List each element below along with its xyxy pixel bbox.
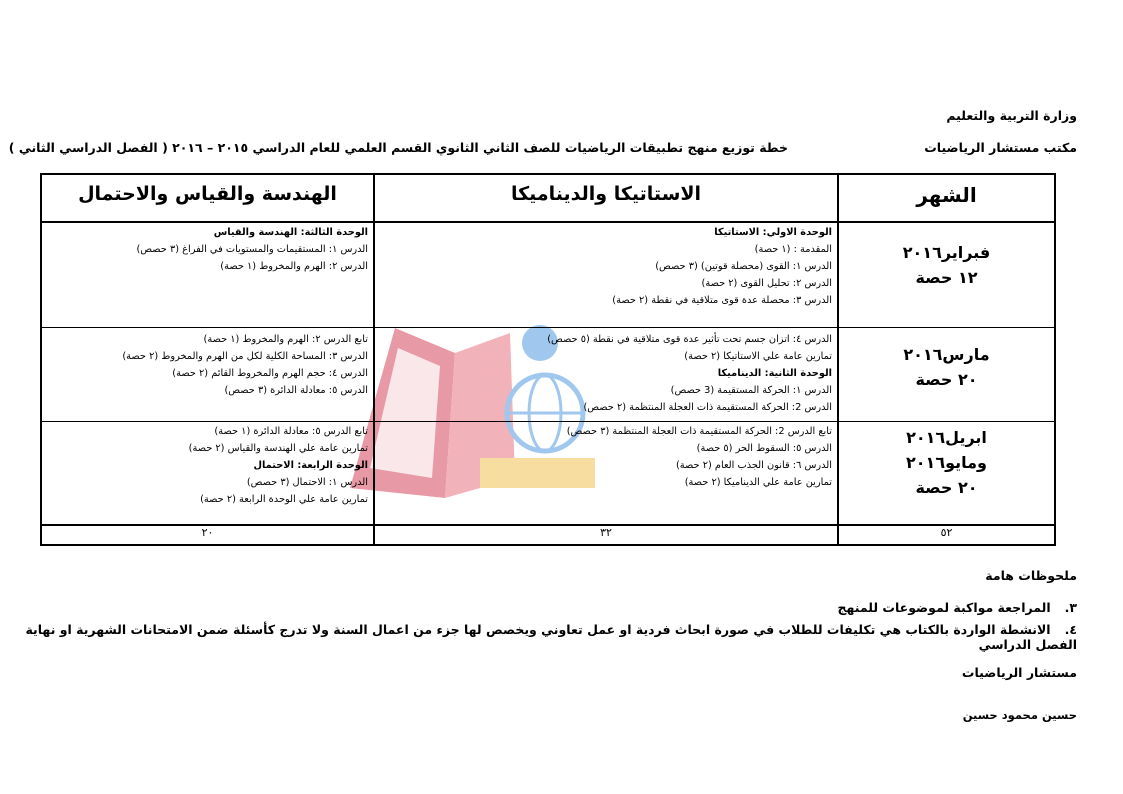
month-label: مارس٢٠١٦ bbox=[903, 345, 990, 364]
lesson-line: الدرس ٤: اتزان جسم تحت تأثير عدة قوى متلاقية في نقطة (٥ حصص) bbox=[547, 334, 832, 345]
month-cell bbox=[839, 425, 1054, 500]
plan-title: خطة توزيع منهج تطبيقات الرياضيات للصف الثاني الثانوي القسم العلمي للعام الدراسي ٢٠١٥ – ٢٠١٦ ( الفصل الدراسي الثاني ) bbox=[8, 140, 788, 155]
note-number: ٤. bbox=[1064, 622, 1077, 637]
note-text: المراجعة مواكبة لموضوعات للمنهج bbox=[837, 600, 1051, 615]
column-header-geometry: الهندسة والقياس والاحتمال bbox=[78, 183, 337, 205]
geometry-cell bbox=[47, 331, 368, 399]
statics-cell bbox=[380, 423, 832, 491]
adviser-title: مستشار الرياضيات bbox=[961, 665, 1077, 680]
month-cell bbox=[839, 240, 1054, 290]
total-statics: ٣٢ bbox=[600, 526, 612, 539]
month-label: ابريل٢٠١٦ bbox=[906, 428, 987, 447]
column-header-statics: الاستاتيكا والديناميكا bbox=[510, 183, 702, 205]
unit-title: الوحدة الثانية: الديناميكا bbox=[717, 368, 832, 379]
geometry-cell bbox=[47, 423, 368, 508]
table-border-left bbox=[40, 173, 42, 546]
lesson-line: الدرس 2: الحركة المستقيمة ذات العجلة المنتظمة (٢ حصص) bbox=[583, 402, 832, 413]
table-border-top bbox=[40, 173, 1056, 175]
notes-title: ملحوظات هامة bbox=[985, 568, 1077, 583]
lesson-line: الدرس ١: الحركة المستقيمة (3 حصص) bbox=[670, 385, 832, 396]
lesson-line: تمارين عامة علي الهندسة والقياس (٢ حصة) bbox=[188, 443, 368, 454]
lesson-line: الدرس ٥: معادلة الدائرة (٣ حصص) bbox=[224, 385, 368, 396]
total-month: ٥٢ bbox=[940, 526, 953, 539]
unit-title: الوحدة الرابعة: الاحتمال bbox=[253, 460, 368, 471]
month-sessions: ٢٠ حصة bbox=[915, 370, 978, 389]
table-divider bbox=[40, 221, 1056, 223]
lesson-line: الدرس ٣: محصلة عدة قوى متلاقية في نقطة (٢ حصة) bbox=[612, 295, 832, 306]
office-name: مكتب مستشار الرياضيات bbox=[924, 140, 1077, 155]
table-border-right bbox=[1054, 173, 1056, 546]
total-geometry: ٢٠ bbox=[201, 526, 214, 539]
lesson-line: الدرس ١: المستقيمات والمستويات في الفراغ (٣ حصص) bbox=[136, 244, 368, 255]
statics-cell bbox=[380, 331, 832, 416]
month-cell bbox=[839, 342, 1054, 392]
adviser-name: حسين محمود حسين bbox=[962, 708, 1077, 722]
note-text: الانشطة الواردة بالكتاب هي تكليفات للطلاب في صورة ابحاث فردية او عمل تعاوني ويخصص لها جزء من اعمال السنة ولا تدرج كأسئلة ضمن الامتحانات الشهرية او نهاية الفصل الدراسي bbox=[25, 622, 1077, 652]
lesson-line: تمارين عامة علي الاستاتيكا (٢ حصة) bbox=[684, 351, 832, 362]
lesson-line: الدرس ٥: السقوط الحر (٥ حصة) bbox=[696, 443, 832, 454]
lesson-line: تابع الدرس 2: الحركة المستقيمة ذات العجلة المنتظمة (٣ حصص) bbox=[566, 426, 832, 437]
column-header-month: الشهر bbox=[916, 183, 977, 207]
lesson-line: الدرس ٢: الهرم والمخروط (١ حصة) bbox=[220, 261, 368, 272]
lesson-line: تابع الدرس ٢: الهرم والمخروط (١ حصة) bbox=[203, 334, 368, 345]
lesson-line: الدرس ٤: حجم الهرم والمخروط القائم (٢ حصة) bbox=[172, 368, 368, 379]
unit-title: الوحدة الثالثة: الهندسة والقياس bbox=[213, 227, 368, 238]
note-item bbox=[0, 622, 1077, 652]
month-sessions: ٢٠ حصة bbox=[915, 478, 978, 497]
note-item bbox=[838, 600, 1077, 615]
lesson-line: الدرس ١: القوى (محصلة قوتين) (٣ حصص) bbox=[655, 261, 832, 272]
month-label: ومايو٢٠١٦ bbox=[906, 453, 987, 472]
lesson-line: الدرس ٣: المساحة الكلية لكل من الهرم والمخروط (٢ حصة) bbox=[122, 351, 368, 362]
table-border-bottom bbox=[40, 544, 1056, 546]
table-divider bbox=[40, 421, 1056, 422]
month-sessions: ١٢ حصة bbox=[915, 268, 978, 287]
lesson-line: الدرس ٢: تحليل القوى (٢ حصة) bbox=[701, 278, 832, 289]
lesson-line: تابع الدرس ٥: معادلة الدائرة (١ حصة) bbox=[214, 426, 368, 437]
note-number: ٣. bbox=[1064, 600, 1077, 615]
ministry-name: وزارة التربية والتعليم bbox=[946, 108, 1077, 123]
lesson-line: تمارين عامة علي الديناميكا (٢ حصة) bbox=[684, 477, 832, 488]
month-label: فبراير٢٠١٦ bbox=[902, 243, 991, 262]
geometry-cell bbox=[47, 224, 368, 275]
lesson-line: تمارين عامة علي الوحدة الرابعة (٢ حصة) bbox=[200, 494, 368, 505]
unit-title: الوحدة الاولي: الاستاتيكا bbox=[714, 227, 832, 238]
lesson-line: المقدمة : (١ حصة) bbox=[754, 244, 832, 255]
table-divider bbox=[40, 327, 1056, 328]
table-column-divider bbox=[373, 173, 375, 546]
lesson-line: الدرس ١: الاحتمال (٣ حصص) bbox=[246, 477, 368, 488]
lesson-line: الدرس ٦: قانون الجذب العام (٢ حصة) bbox=[675, 460, 832, 471]
statics-cell bbox=[380, 224, 832, 309]
